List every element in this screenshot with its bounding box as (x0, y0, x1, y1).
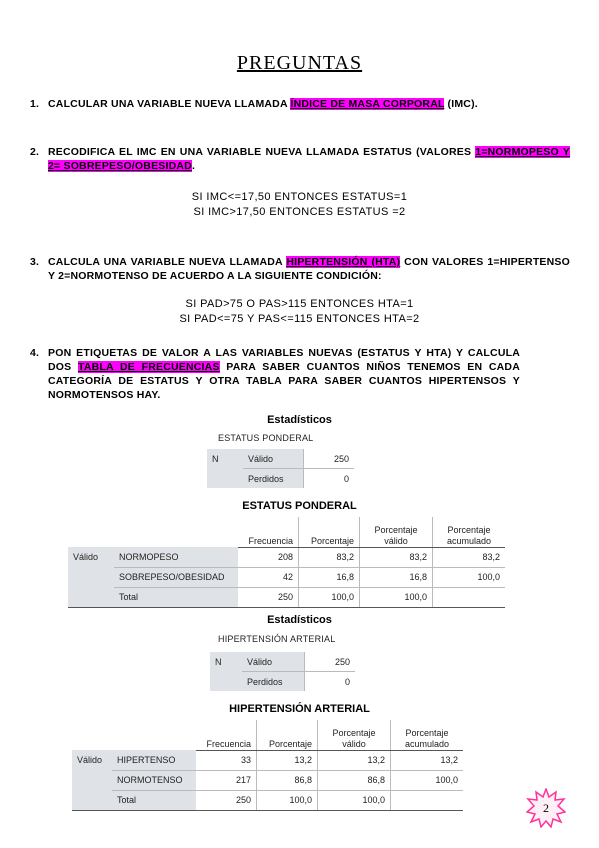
page-number-badge (526, 788, 566, 828)
column-header: Frecuencia (196, 720, 257, 750)
stats-variable-label: HIPERTENSIÓN ARTERIAL (218, 634, 336, 644)
question-number: 4. (30, 347, 40, 359)
stats-title: Estadísticos (267, 414, 332, 426)
row-label: Válido (243, 449, 304, 469)
cell-value: 13,2 (391, 750, 464, 770)
question-text: PON ETIQUETAS DE VALOR A LAS VARIABLES NUEVAS (ESTATUS Y HTA) Y CALCULA DOS TABLA DE FRECUENCIAS PARA SABER CUANTOS NIÑOS TENEMOS EN CADA CATEGORÍA DE ESTATUS Y OTRA TABLA PARA SABER CUANTOS HIPERTENSOS Y NORMOTENSOS HAY. (48, 347, 520, 401)
group-label: Válido (68, 547, 114, 567)
cell-value: 100,0 (257, 790, 318, 810)
cell-value: 13,2 (318, 750, 391, 770)
table-row (72, 750, 463, 770)
column-header: Porcentaje (257, 720, 318, 750)
cell-value: 83,2 (299, 547, 360, 567)
question-1 (30, 97, 570, 111)
column-header: Porcentaje válido (318, 720, 391, 750)
cell-value: 250 (196, 790, 257, 810)
question-2 (30, 145, 570, 173)
stats-title: Estadísticos (267, 614, 332, 626)
n-label: N (207, 449, 243, 469)
question-number: 1. (30, 98, 40, 110)
cell-value: 83,2 (360, 547, 433, 567)
stats-variable-label: ESTATUS PONDERAL (218, 433, 314, 443)
question-text: CALCULA UNA VARIABLE NUEVA LLAMADA HIPERTENSIÓN (HTA) CON VALORES 1=HIPERTENSO Y 2=NORMOTENSO DE ACUERDO A LA SIGUIENTE CONDICIÓN: (48, 256, 570, 282)
condition-line: SI PAD>75 O PAS>115 ENTONCES HTA=1 (185, 298, 414, 310)
cell-value: 250 (305, 652, 356, 672)
row-label: NORMOPESO (114, 547, 238, 567)
cell-value: 250 (238, 587, 299, 607)
highlighted-term: HIPERTENSIÓN (HTA) (286, 256, 401, 268)
freq-table-title: ESTATUS PONDERAL (242, 500, 357, 512)
table-row (68, 547, 505, 567)
cell-value: 100,0 (299, 587, 360, 607)
column-header: Porcentaje válido (360, 517, 433, 547)
column-header: Porcentaje acumulado (433, 517, 506, 547)
condition-line: SI IMC>17,50 ENTONCES ESTATUS =2 (193, 206, 406, 218)
question-text: RECODIFICA EL IMC EN UNA VARIABLE NUEVA LLAMADA ESTATUS (VALORES 1=NORMOPESO Y 2= SOBREPESO/OBESIDAD. (48, 146, 570, 172)
cell-value: 250 (304, 449, 355, 469)
question-4 (30, 346, 520, 402)
question-text: CALCULAR UNA VARIABLE NUEVA LLAMADA ÍNDICE DE MASA CORPORAL (IMC). (48, 98, 478, 110)
cell-value: 42 (238, 567, 299, 587)
cell-value: 0 (305, 672, 356, 692)
row-label: Total (112, 790, 196, 810)
cell-value: 86,8 (318, 770, 391, 790)
stats-table (207, 449, 354, 488)
highlighted-term: 1=NORMOPESO Y 2= SOBREPESO/OBESIDAD (48, 146, 570, 172)
freq-table-hta (72, 720, 463, 811)
freq-table-estatus (68, 517, 505, 608)
page-title: PREGUNTAS (236, 52, 363, 74)
table-row (72, 770, 463, 790)
column-header: Porcentaje (299, 517, 360, 547)
column-header: Porcentaje acumulado (391, 720, 464, 750)
question-3 (30, 255, 570, 283)
cell-value: 100,0 (360, 587, 433, 607)
cell-value: 83,2 (433, 547, 506, 567)
row-label: HIPERTENSO (112, 750, 196, 770)
cell-value: 0 (304, 469, 355, 489)
cell-value: 217 (196, 770, 257, 790)
row-label: NORMOTENSO (112, 770, 196, 790)
cell-value: 100,0 (433, 567, 506, 587)
row-label: Perdidos (243, 469, 304, 489)
cell-value: 100,0 (318, 790, 391, 810)
row-label: Total (114, 587, 238, 607)
freq-table-title: HIPERTENSIÓN ARTERIAL (229, 703, 370, 715)
cell-value (391, 790, 464, 810)
condition-list-estatus (0, 190, 599, 220)
cell-value: 16,8 (299, 567, 360, 587)
table-row (68, 567, 505, 587)
cell-value: 33 (196, 750, 257, 770)
cell-value: 100,0 (391, 770, 464, 790)
n-label: N (210, 652, 242, 672)
page-number: 2 (543, 801, 549, 815)
cell-value: 13,2 (257, 750, 318, 770)
question-number: 3. (30, 256, 40, 268)
condition-list-hta (0, 297, 599, 327)
condition-line: SI IMC<=17,50 ENTONCES ESTATUS=1 (191, 191, 408, 203)
row-label: SOBREPESO/OBESIDAD (114, 567, 238, 587)
group-label: Válido (72, 750, 112, 770)
cell-value: 86,8 (257, 770, 318, 790)
stats-table (210, 652, 355, 691)
table-row (68, 587, 505, 607)
row-label: Válido (242, 652, 305, 672)
cell-value: 16,8 (360, 567, 433, 587)
column-header: Frecuencia (238, 517, 299, 547)
table-row (72, 790, 463, 810)
cell-value: 208 (238, 547, 299, 567)
question-number: 2. (30, 146, 40, 158)
highlighted-term: TABLA DE FRECUENCIAS (77, 361, 220, 373)
highlighted-term: ÍNDICE DE MASA CORPORAL (290, 98, 445, 110)
condition-line: SI PAD<=75 Y PAS<=115 ENTONCES HTA=2 (179, 313, 420, 325)
cell-value (433, 587, 506, 607)
row-label: Perdidos (242, 672, 305, 692)
